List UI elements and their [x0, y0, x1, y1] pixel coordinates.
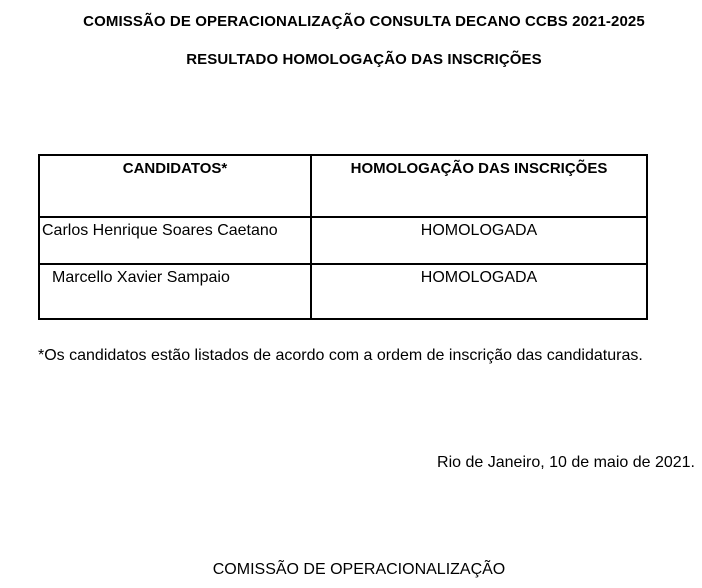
place-and-date-line: Rio de Janeiro, 10 de maio de 2021. [437, 454, 695, 471]
homologation-status-cell: HOMOLOGADA [311, 217, 647, 264]
table-header-row [39, 155, 647, 217]
committee-signature-line: COMISSÃO DE OPERACIONALIZAÇÃO [212, 561, 506, 578]
document-subtitle: RESULTADO HOMOLOGAÇÃO DAS INSCRIÇÕES [186, 51, 542, 68]
column-header-homologacao: HOMOLOGAÇÃO DAS INSCRIÇÕES [311, 155, 647, 217]
homologation-status-cell: HOMOLOGADA [311, 264, 647, 319]
table-row [39, 217, 647, 264]
column-header-candidates: CANDIDATOS* [39, 155, 311, 217]
candidate-name-cell: Marcello Xavier Sampaio [39, 264, 311, 319]
candidate-name-cell: Carlos Henrique Soares Caetano [39, 217, 311, 264]
table-row [39, 264, 647, 319]
candidates-order-footnote: *Os candidatos estão listados de acordo com a ordem de inscrição das candidaturas. [38, 347, 643, 364]
results-table [38, 154, 648, 320]
document-title: COMISSÃO DE OPERACIONALIZAÇÃO CONSULTA DECANO CCBS 2021-2025 [83, 13, 645, 30]
